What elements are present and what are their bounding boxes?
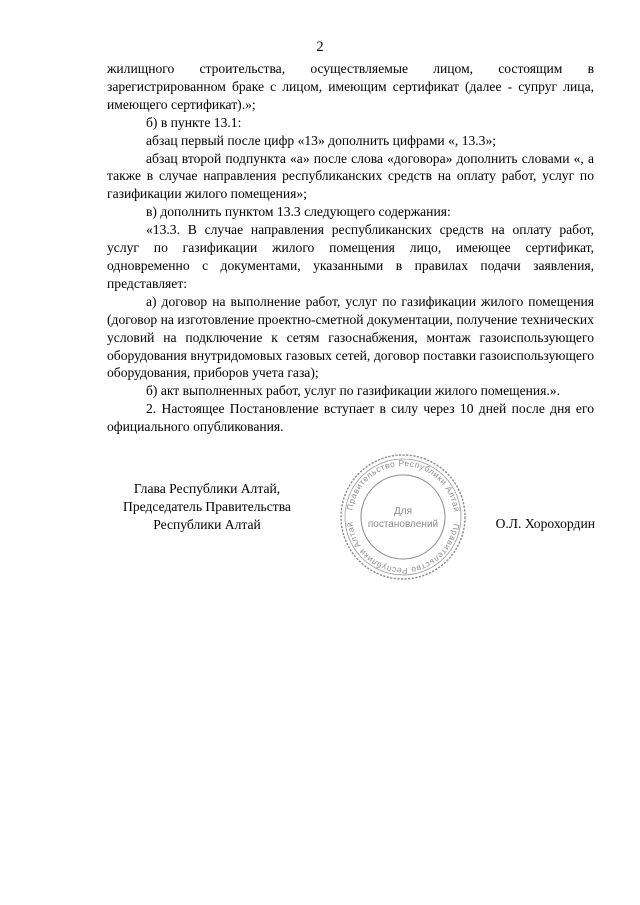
document-body bbox=[107, 60, 594, 436]
signatory-line-2: Председатель Правительства bbox=[123, 499, 291, 514]
signatory-line-3: Республики Алтай bbox=[153, 517, 261, 532]
svg-text:Правительство Республики Алтай: Правительство Республики Алтай bbox=[344, 457, 462, 514]
paragraph-item-b: б) в пункте 13.1: bbox=[146, 114, 242, 130]
stamp-seal-icon bbox=[338, 452, 468, 582]
signatory-title bbox=[107, 480, 307, 534]
paragraph-subitem-b: б) акт выполненных работ, услуг по газификации жилого помещения.». bbox=[146, 383, 561, 399]
paragraph-item-v: в) дополнить пунктом 13.3 следующего содержания: bbox=[146, 204, 451, 220]
paragraph-clause-13-3: «13.3. В случае направления республиканских средств на оплату работ, услуг по газификации жилого помещения лицо, имеющее сертификат, одновременно с документами, указанными в правилах подачи заявления, представляет: bbox=[107, 222, 594, 291]
paragraph-continuation: жилищного строительства, осуществляемые лицом, состоящим в зарегистрированном браке с лицом, имеющим сертификат (далее - супруг лица, имеющего сертификат).»; bbox=[107, 61, 594, 112]
paragraph-first-abzac: абзац первый после цифр «13» дополнить цифрами «, 13.3»; bbox=[146, 132, 497, 148]
page-number: 2 bbox=[316, 39, 324, 55]
svg-text:Правительство Республики Алтай: Правительство Республики Алтай bbox=[344, 520, 462, 577]
paragraph-subitem-a: а) договор на выполнение работ, услуг по газификации жилого помещения (договор на изготовление проектно-сметной документации, получение технических условий на подключение к сетям газоснабжения, монтаж газоиспользующего оборудования внутридомовых газовых сетей, договор поставки газоиспользующего оборудования, приборов учета газа); bbox=[107, 293, 594, 381]
paragraph-effective-date: 2. Настоящее Постановление вступает в силу через 10 дней после дня его официального опубликования. bbox=[107, 401, 594, 435]
svg-text:постановлений: постановлений bbox=[367, 519, 439, 530]
signatory-name: О.Л. Хорохордин bbox=[495, 516, 595, 531]
official-stamp bbox=[338, 452, 468, 582]
signatory-line-1: Глава Республики Алтай, bbox=[133, 481, 281, 496]
paragraph-second-abzac: абзац второй подпункта «а» после слова «договора» дополнить словами «, а также в случае направления республиканских средств на оплату работ, услуг по газификации жилого помещения»; bbox=[107, 150, 594, 202]
svg-text:Для: Для bbox=[393, 506, 413, 517]
